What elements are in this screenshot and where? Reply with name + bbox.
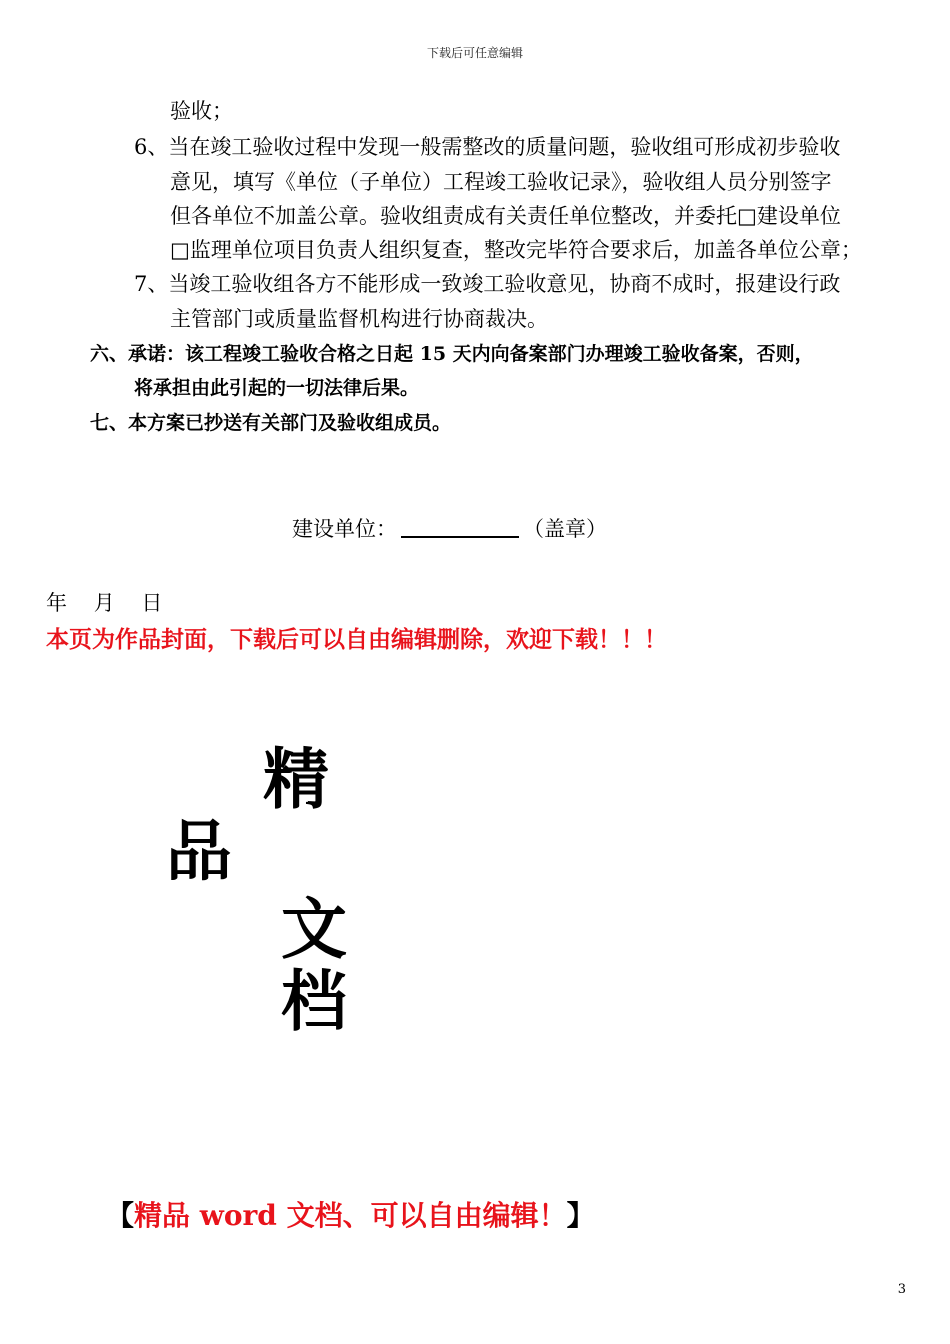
date-line: 年 月 日: [46, 591, 163, 615]
item-6-line-4: □监理单位项目负责人组织复查，整改完毕符合要求后，加盖各单位公章；: [170, 238, 862, 262]
section-6-line-2: 将承担由此引起的一切法律后果。: [134, 377, 420, 399]
footer-open-bracket: 【: [106, 1199, 135, 1232]
stamp-label: （盖章）: [523, 517, 607, 541]
item-6-line-1: 6、当在竣工验收过程中发现一般需整改的质量问题，验收组可形成初步验收: [134, 135, 841, 159]
item-6-line-2: 意见，填写《单位（子单位）工程竣工验收记录》，验收组人员分别签字: [170, 170, 832, 194]
footer-text: 精品 word 文档、可以自由编辑！: [134, 1199, 567, 1232]
cover-char-pin: 品: [166, 812, 232, 890]
signature-label: 建设单位：: [292, 517, 397, 541]
page-header: 下载后可任意编辑: [426, 46, 523, 60]
footer-close-bracket: 】: [566, 1199, 595, 1232]
section-6-line-1: 六、承诺：该工程竣工验收合格之日起 15 天内向备案部门办理竣工验收备案，否则，: [90, 343, 814, 365]
cover-char-dang: 档: [281, 962, 347, 1040]
item-6-line-3: 但各单位不加盖公章。验收组责成有关责任单位整改，并委托□建设单位: [170, 204, 841, 228]
cover-char-wen: 文: [281, 890, 347, 968]
signature-line: [292, 512, 607, 546]
cover-char-jing: 精: [263, 740, 329, 818]
item-7-line-2: 主管部门或质量监督机构进行协商裁决。: [170, 307, 548, 331]
section-7-line-1: 七、本方案已抄送有关部门及验收组成员。: [90, 412, 452, 434]
signature-blank[interactable]: [401, 512, 519, 538]
acceptance-line-end: 验收；: [170, 99, 233, 123]
item-7-line-1: 7、当竣工验收组各方不能形成一致竣工验收意见，协商不成时，报建设行政: [134, 272, 841, 296]
footer-banner: [106, 1194, 595, 1234]
cover-notice: 本页为作品封面，下载后可以自由编辑删除，欢迎下载！！！: [46, 626, 667, 653]
page-number: 3: [897, 1282, 906, 1297]
